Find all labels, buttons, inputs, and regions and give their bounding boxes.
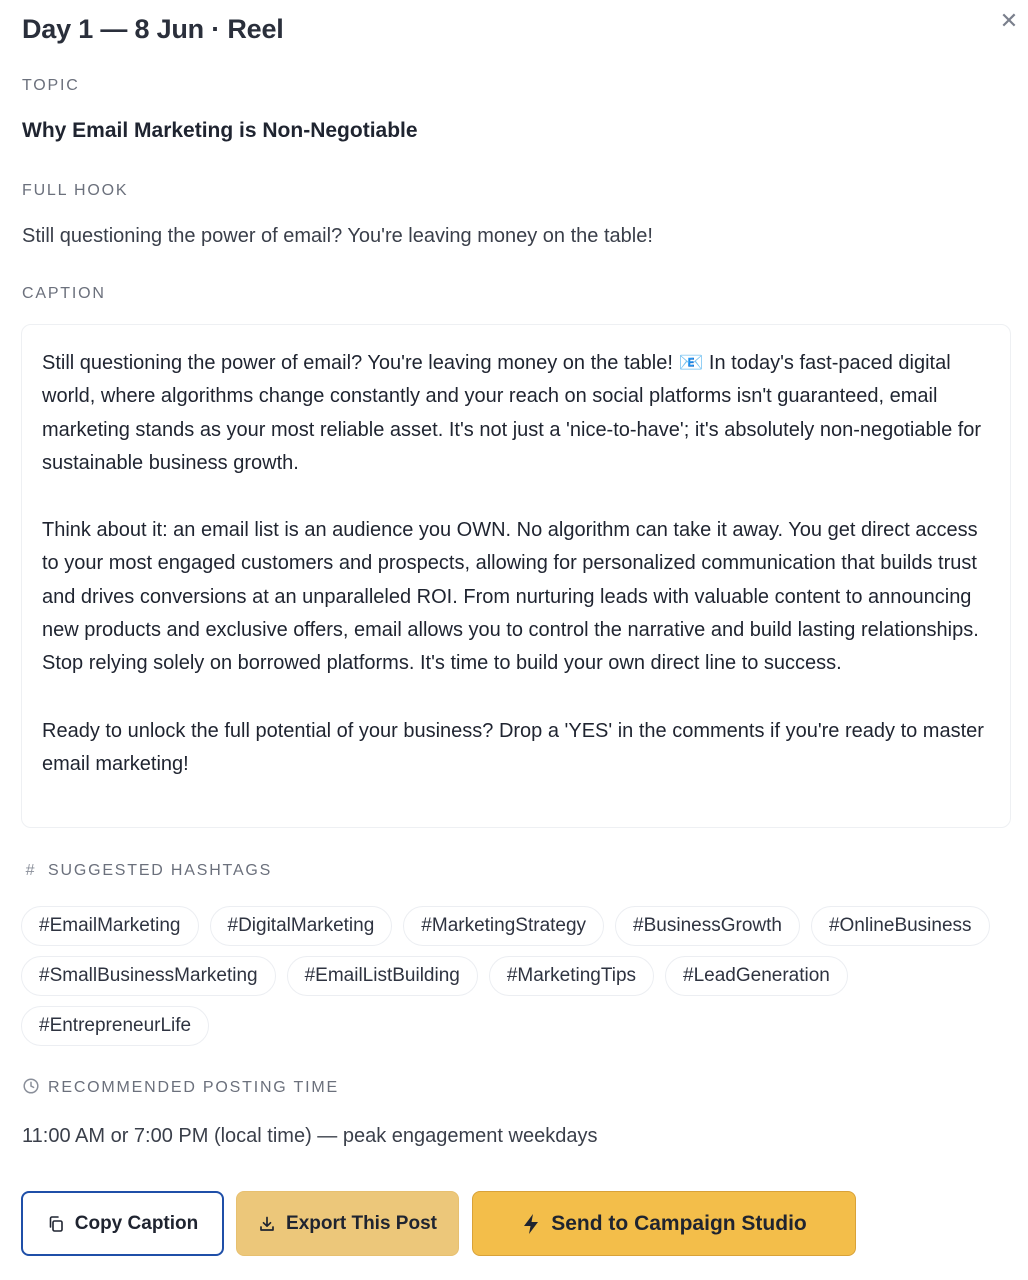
hashtag-chip[interactable]: #SmallBusinessMarketing [21,956,276,996]
lightning-icon [521,1213,541,1235]
hashtag-chip[interactable]: #OnlineBusiness [811,906,990,946]
copy-caption-label: Copy Caption [74,1212,199,1234]
hashtag-chip[interactable]: #LeadGeneration [665,956,848,996]
hashtags-heading [22,862,272,880]
copy-icon [47,1215,65,1233]
caption-paragraph: Still questioning the power of email? You're leaving money on the table! 📧 In today's fast-paced digital world, where algorithms change constantly and your reach on social platforms isn't guaranteed, email marketing stands as your most reliable asset. It's not just a 'nice-to-have'; it's absolutely non-negotiable for sustainable business growth. [42,352,982,474]
clock-icon [22,1078,40,1097]
caption-paragraph: Ready to unlock the full potential of your business? Drop a 'YES' in the comments if you're ready to master email marketing! [42,719,984,775]
hashtag-chip[interactable]: #EmailMarketing [21,906,199,946]
caption-box [21,324,1011,828]
caption-paragraph: Think about it: an email list is an audience you OWN. No algorithm can take it away. You get direct access to your most engaged customers and prospects, allowing for personalized communication that builds trust and drives conversions at an unparalleled ROI. From nurturing leads with valuable content to announcing new products and exclusive offers, email allows you to control the narrative and build lasting relationships. Stop relying solely on borrowed platforms. It's time to build your own direct line to success. [42,519,979,675]
topic-title: Why Email Marketing is Non-Negotiable [22,119,418,142]
modal-title: Day 1 — 8 Jun · Reel [22,14,284,44]
export-post-button[interactable] [236,1191,459,1256]
send-to-campaign-studio-label: Send to Campaign Studio [551,1211,807,1235]
close-icon[interactable]: ✕ [999,8,1019,34]
posting-label: RECOMMENDED POSTING TIME [48,1079,339,1096]
posting-time: 11:00 AM or 7:00 PM (local time) — peak engagement weekdays [22,1125,598,1147]
download-icon [258,1215,276,1233]
posting-heading [22,1078,339,1097]
hook-text: Still questioning the power of email? You're leaving money on the table! [22,225,653,247]
hook-label: FULL HOOK [22,182,129,199]
export-post-label: Export This Post [286,1212,437,1234]
hashtag-chip[interactable]: #EntrepreneurLife [21,1006,209,1046]
hashtag-list [21,906,1011,1046]
topic-label: TOPIC [22,77,80,94]
send-to-campaign-studio-button[interactable] [472,1191,856,1256]
hashtag-chip[interactable]: #MarketingTips [489,956,654,996]
hashtag-chip[interactable]: #BusinessGrowth [615,906,800,946]
hashtags-label: SUGGESTED HASHTAGS [48,862,273,879]
copy-caption-button[interactable] [21,1191,224,1256]
hashtag-chip[interactable]: #MarketingStrategy [403,906,604,946]
caption-label: CAPTION [22,285,106,302]
hash-icon: # [25,862,37,879]
hashtag-chip[interactable]: #DigitalMarketing [210,906,393,946]
hashtag-chip[interactable]: #EmailListBuilding [287,956,478,996]
